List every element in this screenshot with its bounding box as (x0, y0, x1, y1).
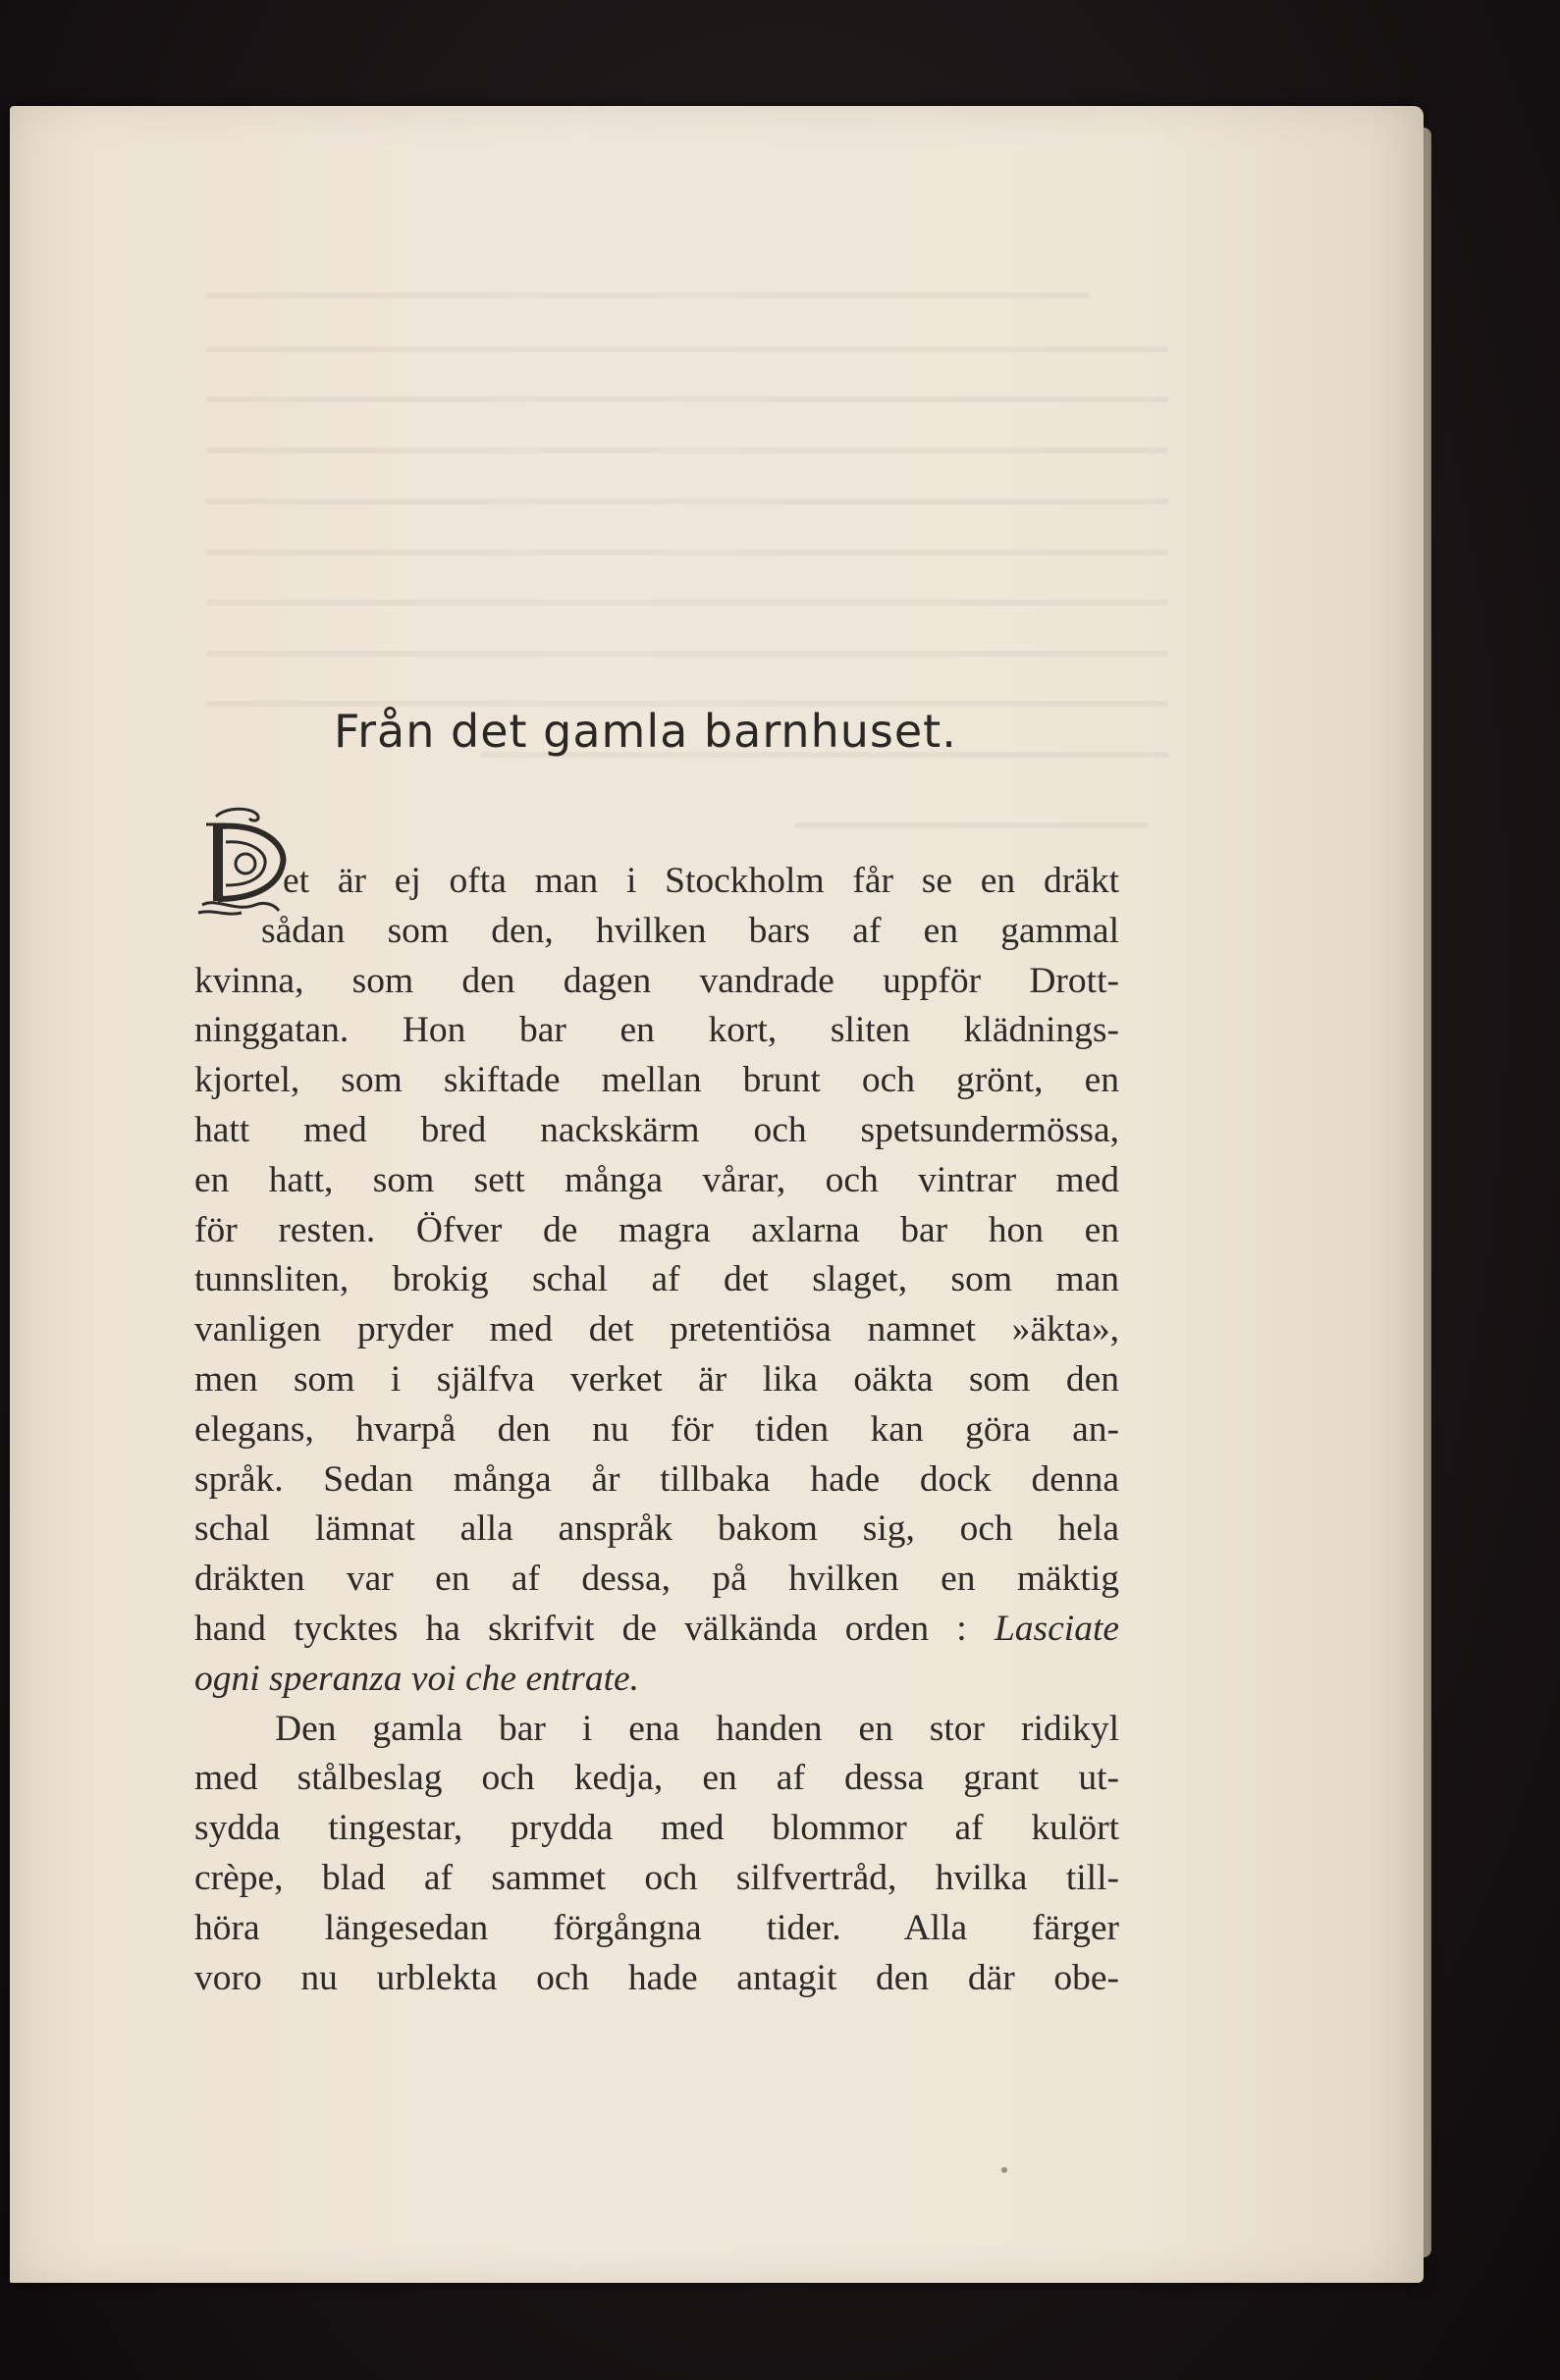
text-line: hatt med bred nackskärm och spetsundermössa, (194, 1109, 1119, 1150)
italic-quote-end: ogni speranza voi che entrate. (194, 1658, 640, 1699)
text-line: vanligen pryder med det pretentiösa namnet »äkta», (194, 1309, 1119, 1350)
text-line: tunnsliten, brokig schal af det slaget, som man (194, 1259, 1119, 1300)
text-line-start: hand tycktes ha skrifvit de välkända orden : (194, 1608, 967, 1649)
text-line: kvinna, som den dagen vandrade uppför Drott- (194, 960, 1119, 1001)
text-line: för resten. Öfver de magra axlarna bar hon en (194, 1209, 1119, 1250)
text-line-with-italic (194, 1605, 1119, 1655)
bleed-through-line (206, 550, 1168, 555)
text-line: men som i själfva verket är lika oäkta som den (194, 1358, 1119, 1400)
text-line: et är ej ofta man i Stockholm får se en dräkt (283, 861, 1119, 901)
text-line: sydda tingestar, prydda med blommor af kulört (194, 1808, 1119, 1849)
bleed-through-line (795, 822, 1149, 828)
text-line: språk. Sedan många år tillbaka hade dock denna (194, 1458, 1119, 1500)
text-line: schal lämnat alla anspråk bakom sig, och hela (194, 1508, 1119, 1550)
italic-quote-start: Lasciate (994, 1608, 1120, 1649)
bleed-through-line (206, 499, 1168, 504)
bleed-through-line (206, 346, 1168, 352)
text-line: voro nu urblekta och hade antagit den där obe- (194, 1957, 1119, 1998)
chapter-title: Från det gamla barnhuset. (334, 705, 957, 758)
paper-speck (1001, 2167, 1007, 2173)
text-line: sådan som den, hvilken bars af en gammal (261, 910, 1119, 951)
text-line: ninggatan. Hon bar en kort, sliten klädnings- (194, 1010, 1119, 1051)
bleed-through-line (206, 600, 1168, 606)
body-text (194, 857, 1119, 2003)
text-line: dräkten var en af dessa, på hvilken en mäktig (194, 1559, 1119, 1600)
bleed-through-line (206, 292, 1090, 298)
bleed-through-line (206, 651, 1168, 657)
svg-text:D: D (226, 885, 227, 886)
text-line: med stålbeslag och kedja, en af dessa grant ut- (194, 1758, 1119, 1799)
text-line: höra längesedan förgångna tider. Alla färger (194, 1907, 1119, 1948)
text-line: kjortel, som skiftade mellan brunt och grönt, en (194, 1060, 1119, 1101)
text-line: en hatt, som sett många vårar, och vintrar med (194, 1159, 1119, 1200)
paragraph-start-line: Den gamla bar i ena handen en stor ridikyl (275, 1708, 1119, 1749)
text-line: crèpe, blad af sammet och silfvertråd, hvilka till- (194, 1857, 1119, 1898)
text-line: elegans, hvarpå den nu för tiden kan göra an- (194, 1408, 1119, 1450)
bleed-through-line (206, 397, 1168, 402)
bleed-through-line (206, 448, 1168, 453)
